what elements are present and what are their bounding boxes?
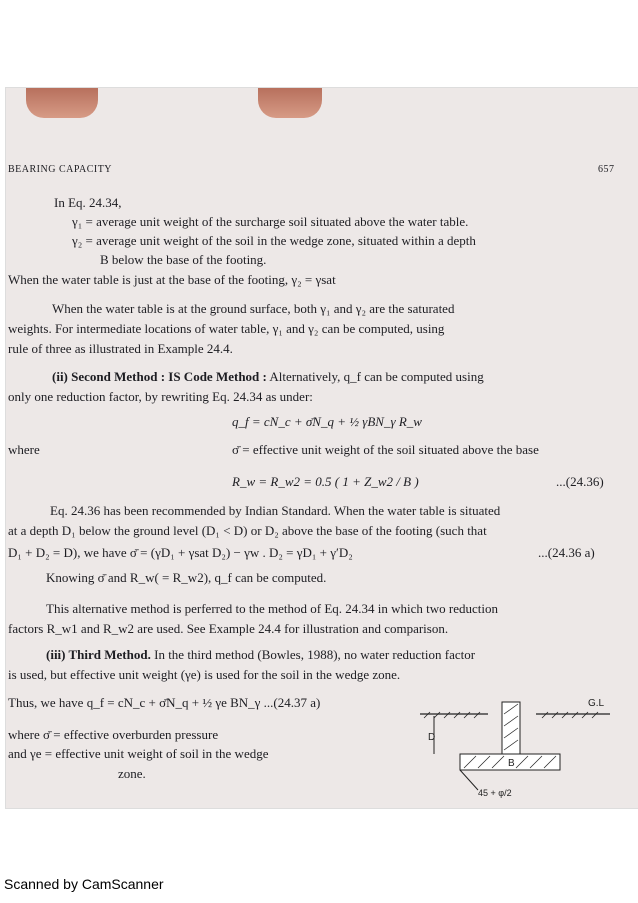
footing-diagram — [418, 692, 614, 802]
depth-label: D — [428, 732, 436, 743]
equation: q_f = cN_c + σ̄N_q + ½ γBN_γ R_w — [232, 414, 422, 429]
text-line: This alternative method is perferred to the method of Eq. 24.34 in which two reduction — [46, 601, 498, 616]
text-span: Alternatively, q_f can be computed using — [266, 369, 484, 384]
text-line: zone. — [118, 766, 146, 781]
text-line: When the water table is just at the base of the footing, γ₂ = γsat — [8, 272, 336, 287]
text-line: γ₁ = average unit weight of the surcharge soil situated above the water table. — [72, 214, 469, 229]
text-line: factors R_w1 and R_w2 are used. See Example 24.4 for illustration and comparison. — [8, 621, 449, 636]
angle-label: 45 + φ/2 — [478, 788, 512, 798]
page-number: 657 — [598, 164, 615, 175]
text-span: In the third method (Bowles, 1988), no water reduction factor — [150, 647, 476, 662]
text-line: Knowing σ̄ and R_w( = R_w2), q_f can be computed. — [46, 570, 327, 585]
section-heading-line — [46, 647, 475, 662]
text-line: B below the base of the footing. — [100, 252, 267, 267]
text-line: γ₂ = average unit weight of the soil in the wedge zone, situated within a depth — [72, 233, 476, 248]
gl-label: G.L — [588, 698, 605, 709]
text-line: When the water table is at the ground surface, both γ₁ and γ₂ are the saturated — [52, 301, 455, 316]
scanner-note: Scanned by CamScanner — [4, 876, 164, 892]
footing-column — [502, 702, 520, 756]
text-line: Eq. 24.36 has been recommended by Indian Standard. When the water table is situated — [50, 503, 501, 518]
finger-right — [258, 88, 322, 118]
top-margin — [0, 0, 638, 95]
text-line: weights. For intermediate locations of water table, γ₁ and γ₂ can be computed, using — [8, 321, 445, 336]
text-line: at a depth D₁ below the ground level (D₁ < D) or D₂ above the base of the footing (such that — [8, 523, 487, 538]
text-line: only one reduction factor, by rewriting Eq. 24.34 as under: — [8, 389, 313, 404]
section-heading: (ii) Second Method : IS Code Method : — [52, 369, 267, 384]
section-heading-line — [52, 369, 484, 384]
text-line: D₁ + D₂ = D), we have σ̄ = (γD₁ + γsat D₂) − γw . D₂ = γD₁ + γ′D₂ — [8, 545, 353, 560]
equation-number: ...(24.36 a) — [538, 545, 595, 560]
text-line: where — [8, 442, 40, 457]
running-title: BEARING CAPACITY — [8, 164, 113, 175]
equation-number: ...(24.36) — [556, 474, 604, 489]
equation: R_w = R_w2 = 0.5 ( 1 + Z_w2 / B ) — [232, 474, 419, 489]
text-line: rule of three as illustrated in Example 24.4. — [8, 341, 233, 356]
text-line: is used, but effective unit weight (γe) is used for the soil in the wedge zone. — [8, 667, 401, 682]
text-line: In Eq. 24.34, — [54, 195, 122, 210]
text-line: Thus, we have q_f = cN_c + σ̄N_q + ½ γe BN_γ ...(24.37 a) — [8, 695, 321, 710]
wedge-line — [460, 770, 478, 790]
text-line: where σ̄ = effective overburden pressure — [8, 727, 219, 742]
equation: σ̄ = effective unit weight of the soil situated above the base — [232, 442, 539, 457]
finger-left — [26, 88, 98, 118]
section-heading: (iii) Third Method. — [46, 647, 151, 662]
width-label: B — [508, 758, 515, 769]
text-line: and γe = effective unit weight of soil in the wedge — [8, 746, 269, 761]
